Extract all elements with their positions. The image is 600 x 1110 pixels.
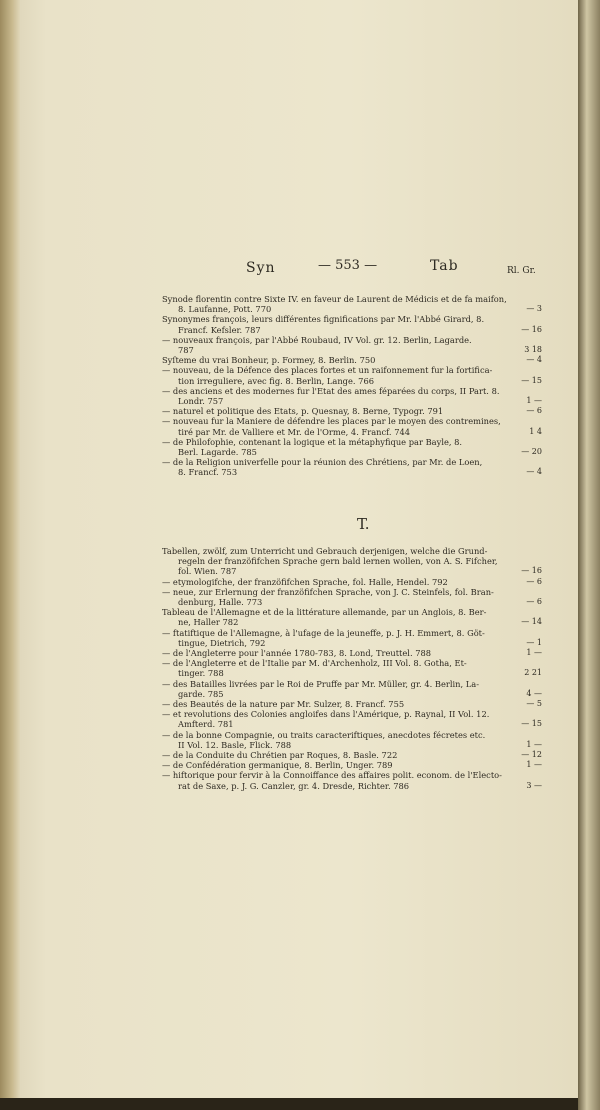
entry-continuation-line: Londr. 757 bbox=[178, 396, 224, 407]
catalog-entry bbox=[162, 699, 542, 709]
entry-price: 2 21 bbox=[524, 668, 542, 678]
catalog-entry bbox=[162, 607, 542, 627]
price-column-head: Rl. Gr. bbox=[507, 266, 536, 276]
entry-price: — 1 bbox=[526, 637, 542, 647]
entry-title-line: Synode florentin contre Sixte IV. en faveur de Laurent de Médicis et de fa maifon, bbox=[162, 294, 507, 304]
entry-price: — 3 bbox=[526, 304, 542, 314]
entry-price: — 6 bbox=[526, 406, 542, 416]
entries-section-t bbox=[162, 546, 542, 791]
entry-title-line: — ftatiftique de l'Allemagne, à l'ufage de la jeuneffe, p. J. H. Emmert, 8. Göt- bbox=[162, 627, 485, 638]
entry-title-line: — de Philofophie, contenant la logique et la métaphyfique par Bayle, 8. bbox=[162, 436, 463, 447]
catalog-entry bbox=[162, 294, 542, 314]
entry-title-line: — nouveau fur la Maniere de défendre les places par le moyen des contremines, bbox=[162, 416, 501, 427]
running-header bbox=[0, 258, 578, 278]
catalog-entry bbox=[162, 437, 542, 457]
entry-continuation-line: Francf. Kefsler. 787 bbox=[178, 324, 261, 335]
entry-price: — 20 bbox=[521, 447, 542, 457]
entry-title-line: — neue, zur Erlernung der franzöfifchen Sprache, von J. C. Steinfels, fol. Bran- bbox=[162, 586, 494, 597]
entry-title-line: Syſteme du vrai Bonheur, p. Formey, 8. Berlin. 750 bbox=[162, 355, 376, 366]
catalog-entry bbox=[162, 365, 542, 385]
entry-title-line: — de Confédération germanique, 8. Berlin, Unger. 789 bbox=[162, 760, 393, 771]
entry-continuation-line: rat de Saxe, p. J. G. Canzler, gr. 4. Dresde, Richter. 786 bbox=[178, 780, 410, 791]
entry-price: — 15 bbox=[521, 375, 542, 385]
catalog-entry bbox=[162, 386, 542, 406]
entry-price: — 4 bbox=[526, 355, 542, 365]
header-left-word: Syn bbox=[246, 260, 276, 276]
entry-continuation-line: 8. Francf. 753 bbox=[178, 467, 238, 478]
entry-continuation-line: denburg, Halle. 773 bbox=[178, 597, 263, 608]
entry-title-line: — hiftorique pour fervir à la Connoiffance des affaires polit. econom. de l'Electo- bbox=[162, 770, 502, 781]
catalog-entry bbox=[162, 577, 542, 587]
entries-section-s bbox=[162, 294, 542, 478]
entry-continuation-line: tinger. 788 bbox=[178, 668, 224, 679]
catalog-entry bbox=[162, 355, 542, 365]
catalog-entry bbox=[162, 730, 542, 750]
entry-price: — 14 bbox=[521, 617, 542, 627]
catalog-entry bbox=[162, 587, 542, 607]
section-letter-t: T. bbox=[357, 515, 370, 533]
page-binding bbox=[0, 0, 20, 1098]
entry-title-line: — de la Conduite du Chrétien par Roques, 8. Basle. 722 bbox=[162, 750, 398, 761]
entry-continuation-line: regeln der franzöfifchen Sprache gern bald lernen wollen, von A. S. Fifcher, bbox=[178, 556, 498, 567]
entry-continuation-line: Berl. Lagarde. 785 bbox=[178, 447, 257, 458]
entry-continuation-line: Amfterd. 781 bbox=[178, 719, 234, 730]
entry-continuation-line: ne, Haller 782 bbox=[178, 617, 239, 628]
entry-title-line: — et revolutions des Colonies angloifes dans l'Amérique, p. Raynal, II Vol. 12. bbox=[162, 709, 490, 720]
entry-price: 3 18 bbox=[524, 345, 542, 355]
entry-continuation-line: II Vol. 12. Basle, Flick. 788 bbox=[178, 739, 292, 750]
catalog-entry bbox=[162, 457, 542, 477]
entry-price: — 16 bbox=[521, 566, 542, 576]
entry-title-line: Synonymes françois, leurs différentes fignifications par Mr. l'Abbé Girard, 8. bbox=[162, 314, 485, 325]
entry-title-line: — nouveaux françois, par l'Abbé Roubaud, IV Vol. gr. 12. Berlin, Lagarde. bbox=[162, 334, 472, 345]
page-number: — 553 — bbox=[318, 258, 378, 273]
catalog-entry bbox=[162, 546, 542, 577]
catalog-entry bbox=[162, 770, 542, 790]
catalog-entry bbox=[162, 314, 542, 334]
entry-price: 1 — bbox=[526, 760, 542, 770]
entry-title-line: — de l'Angleterre et de l'Italie par M. d'Archenholz, III Vol. 8. Gotha, Et- bbox=[162, 658, 467, 669]
entry-title-line: — de l'Angleterre pour l'année 1780-783, 8. Lond, Treuttel. 788 bbox=[162, 648, 432, 659]
catalog-entry bbox=[162, 416, 542, 436]
entry-price: 1 — bbox=[526, 739, 542, 749]
entry-continuation-line: fol. Wien. 787 bbox=[178, 566, 237, 577]
catalog-entry bbox=[162, 335, 542, 355]
entry-title-line: — de la Religion univerfelle pour la réunion des Chrétiens, par Mr. de Loen, bbox=[162, 457, 483, 468]
entry-price: — 4 bbox=[526, 467, 542, 477]
header-right-word: Tab bbox=[430, 258, 459, 274]
catalog-entry bbox=[162, 750, 542, 760]
entry-continuation-line: tingue, Dietrich, 792 bbox=[178, 637, 266, 648]
entry-continuation-line: tiré par Mr. de Valliere et Mr. de l'Orme, 4. Francf. 744 bbox=[178, 426, 411, 437]
entry-price: — 15 bbox=[521, 719, 542, 729]
entry-price: — 6 bbox=[526, 597, 542, 607]
entry-title-line: — des Batailles livrées par le Roi de Pruffe par Mr. Müller, gr. 4. Berlin, La- bbox=[162, 678, 480, 689]
entry-price: — 16 bbox=[521, 324, 542, 334]
entry-title-line: — nouveau, de la Défence des places fortes et un raifonnement fur la fortifica- bbox=[162, 365, 493, 376]
entry-title-line: — de la bonne Compagnie, ou traits caracteriftiques, anecdotes fécretes etc. bbox=[162, 729, 486, 740]
entry-title-line: — etymologifche, der franzöfifchen Sprache, fol. Halle, Hendel. 792 bbox=[162, 576, 448, 587]
catalog-entry bbox=[162, 658, 542, 678]
entry-price: 4 — bbox=[526, 688, 542, 698]
entry-title-line: — naturel et politique des Etats, p. Quesnay, 8. Berne, Typogr. 791 bbox=[162, 406, 444, 417]
catalog-entry bbox=[162, 628, 542, 648]
entry-price: 1 4 bbox=[529, 426, 542, 436]
entry-price: 1 — bbox=[526, 648, 542, 658]
entry-continuation-line: garde. 785 bbox=[178, 688, 224, 699]
entry-continuation-line: 787 bbox=[178, 345, 194, 356]
entry-continuation-line: 8. Laufanne, Pott. 770 bbox=[178, 304, 272, 315]
entry-price: — 5 bbox=[526, 699, 542, 709]
entry-price: — 12 bbox=[521, 750, 542, 760]
entry-title-line: — des anciens et des modernes fur l'Etat des ames féparées du corps, II Part. 8. bbox=[162, 385, 500, 396]
entry-price: — 6 bbox=[526, 576, 542, 586]
entry-continuation-line: tion irreguliere, avec fig. 8. Berlin, Lange. 766 bbox=[178, 375, 375, 386]
entry-title-line: Tabellen, zwölf, zum Unterricht und Gebrauch derjenigen, welche die Grund- bbox=[162, 546, 488, 556]
catalog-entry bbox=[162, 679, 542, 699]
catalog-entry bbox=[162, 709, 542, 729]
entry-title-line: — des Beautés de la nature par Mr. Sulzer, 8. Francf. 755 bbox=[162, 699, 405, 710]
catalog-entry bbox=[162, 648, 542, 658]
entry-price: 1 — bbox=[526, 396, 542, 406]
entry-price: 3 — bbox=[526, 780, 542, 790]
page-edge bbox=[578, 0, 600, 1110]
catalog-entry bbox=[162, 406, 542, 416]
catalog-entry bbox=[162, 760, 542, 770]
entry-title-line: Tableau de l'Allemagne et de la littérature allemande, par un Anglois, 8. Ber- bbox=[162, 607, 487, 618]
